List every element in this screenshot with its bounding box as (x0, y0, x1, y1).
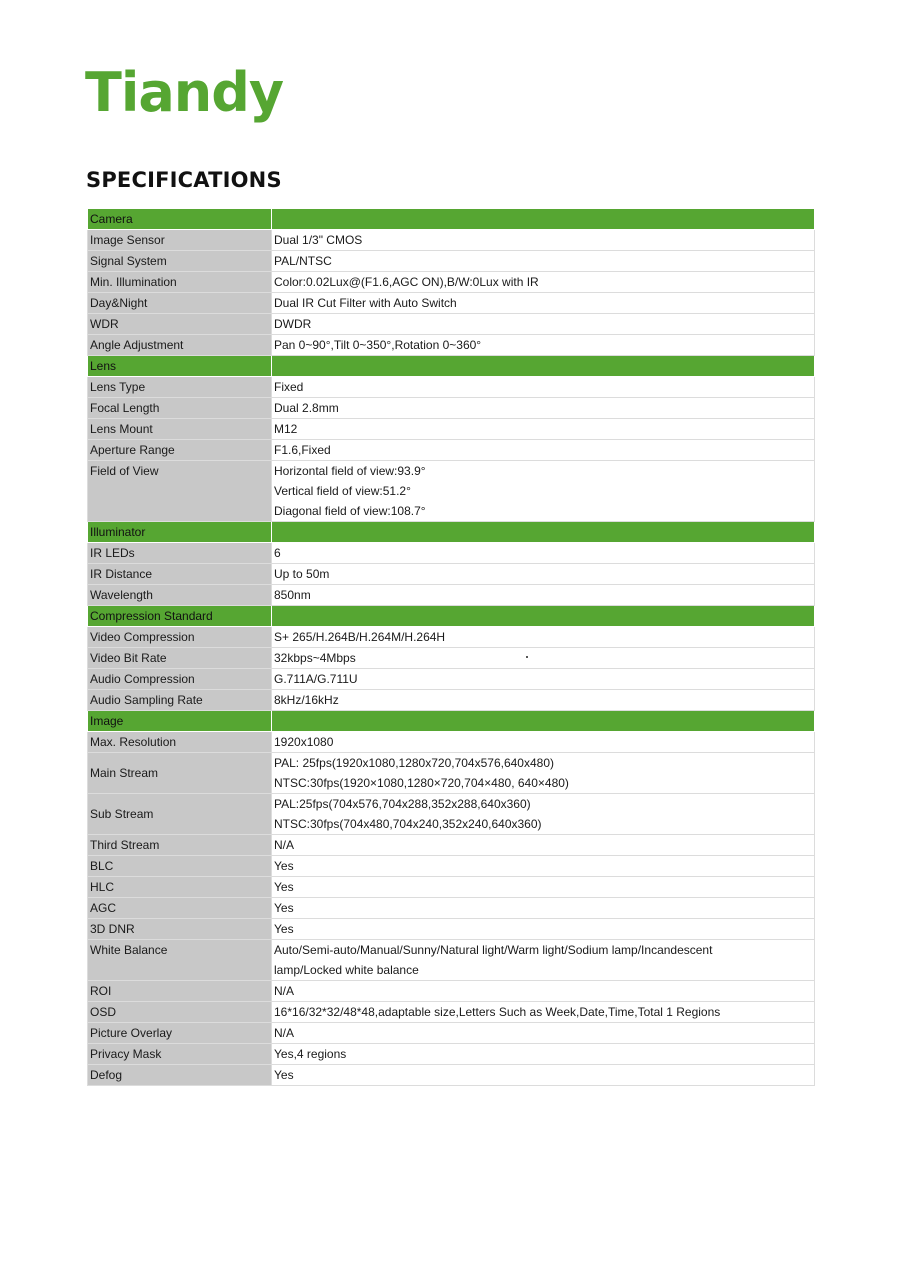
spec-value: PAL: 25fps(1920x1080,1280x720,704x576,640x480) (274, 756, 555, 770)
spec-value-cell (272, 419, 815, 440)
spec-key: Day&Night (90, 296, 148, 310)
spec-key-cell (88, 564, 272, 585)
spec-value: Fixed (274, 380, 304, 394)
spec-value: Yes (274, 901, 294, 915)
spec-row (88, 690, 815, 711)
spec-key-cell (88, 856, 272, 877)
spec-key: Privacy Mask (90, 1047, 162, 1061)
spec-value: Diagonal field of view:108.7° (274, 504, 426, 518)
spec-key-cell (88, 981, 272, 1002)
spec-row (88, 669, 815, 690)
spec-key-cell (88, 440, 272, 461)
spec-key-cell (88, 272, 272, 293)
spec-key-cell (88, 543, 272, 564)
spec-key: Angle Adjustment (90, 338, 184, 352)
spec-value: M12 (274, 422, 298, 436)
stray-dot (526, 656, 528, 658)
spec-value-cell (272, 690, 815, 711)
spec-row (88, 564, 815, 585)
spec-key: Video Bit Rate (90, 651, 167, 665)
spec-row (88, 732, 815, 753)
spec-value: NTSC:30fps(1920×1080,1280×720,704×480, 640×480) (274, 776, 569, 790)
section-fill (272, 711, 815, 732)
spec-key-cell (88, 230, 272, 251)
spec-key-cell (88, 753, 272, 794)
spec-value: 32kbps~4Mbps (274, 651, 356, 665)
spec-key-cell (88, 585, 272, 606)
spec-key: HLC (90, 880, 115, 894)
spec-value: Horizontal field of view:93.9° (274, 464, 426, 478)
spec-key: IR LEDs (90, 546, 135, 560)
spec-key: Max. Resolution (90, 735, 177, 749)
spec-value-cell (272, 877, 815, 898)
spec-value-cell (272, 272, 815, 293)
page-title: SPECIFICATIONS (86, 168, 282, 192)
spec-key: Video Compression (90, 630, 195, 644)
spec-row (88, 585, 815, 606)
spec-key: ROI (90, 984, 112, 998)
spec-key: Third Stream (90, 838, 160, 852)
spec-value-cell (272, 981, 815, 1002)
spec-key: Main Stream (90, 766, 159, 780)
spec-key-cell (88, 419, 272, 440)
spec-key: Audio Compression (90, 672, 195, 686)
spec-value: Pan 0~90°,Tilt 0~350°,Rotation 0~360° (274, 338, 482, 352)
spec-row (88, 919, 815, 940)
spec-value: G.711A/G.711U (274, 672, 358, 686)
specifications-table (87, 208, 815, 1086)
spec-key-cell (88, 794, 272, 835)
spec-key: Picture Overlay (90, 1026, 173, 1040)
spec-row (88, 440, 815, 461)
spec-value-cell (272, 440, 815, 461)
spec-key-cell (88, 669, 272, 690)
spec-value-cell (272, 753, 815, 794)
spec-value: Yes (274, 922, 294, 936)
spec-key-cell (88, 461, 272, 522)
spec-key-cell (88, 335, 272, 356)
spec-value: PAL:25fps(704x576,704x288,352x288,640x360) (274, 797, 531, 811)
spec-value: N/A (274, 984, 295, 998)
section-fill (272, 356, 815, 377)
spec-key: OSD (90, 1005, 117, 1019)
spec-row (88, 272, 815, 293)
spec-value-cell (272, 732, 815, 753)
spec-row (88, 419, 815, 440)
spec-key: Signal System (90, 254, 167, 268)
section-title: Compression Standard (88, 606, 272, 627)
spec-value: Vertical field of view:51.2° (274, 484, 411, 498)
spec-value: Yes,4 regions (274, 1047, 347, 1061)
spec-key-cell (88, 732, 272, 753)
spec-key-cell (88, 251, 272, 272)
spec-value-cell (272, 314, 815, 335)
spec-row (88, 981, 815, 1002)
spec-value: Yes (274, 880, 294, 894)
spec-key: Image Sensor (90, 233, 165, 247)
spec-value: Dual IR Cut Filter with Auto Switch (274, 296, 457, 310)
spec-key-cell (88, 293, 272, 314)
spec-key: Lens Type (90, 380, 146, 394)
spec-value: N/A (274, 1026, 295, 1040)
spec-row (88, 835, 815, 856)
spec-value-cell (272, 794, 815, 835)
spec-value-cell (272, 398, 815, 419)
spec-key: Audio Sampling Rate (90, 693, 203, 707)
spec-value-cell (272, 230, 815, 251)
spec-value: 8kHz/16kHz (274, 693, 339, 707)
section-header-row (88, 356, 815, 377)
spec-value-cell (272, 377, 815, 398)
spec-key: BLC (90, 859, 114, 873)
spec-value-cell (272, 461, 815, 522)
section-header-row (88, 522, 815, 543)
spec-key: Wavelength (90, 588, 153, 602)
section-header-row (88, 711, 815, 732)
spec-row (88, 1044, 815, 1065)
section-header-row (88, 606, 815, 627)
spec-key-cell (88, 1023, 272, 1044)
section-title: Image (88, 711, 272, 732)
spec-key: Field of View (90, 464, 159, 478)
spec-row (88, 543, 815, 564)
spec-row (88, 627, 815, 648)
spec-value: DWDR (274, 317, 312, 331)
spec-key: Defog (90, 1068, 123, 1082)
spec-key-cell (88, 398, 272, 419)
spec-value: Yes (274, 859, 294, 873)
spec-row (88, 461, 815, 522)
spec-key-cell (88, 835, 272, 856)
spec-value: Dual 2.8mm (274, 401, 339, 415)
spec-value: Up to 50m (274, 567, 330, 581)
spec-value-cell (272, 940, 815, 981)
spec-row (88, 1002, 815, 1023)
spec-row (88, 293, 815, 314)
spec-key: Min. Illumination (90, 275, 177, 289)
spec-key-cell (88, 1002, 272, 1023)
brand-logo: Tiandy (85, 61, 284, 124)
spec-key-cell (88, 877, 272, 898)
spec-value-cell (272, 627, 815, 648)
spec-value: lamp/Locked white balance (274, 963, 419, 977)
spec-row (88, 314, 815, 335)
spec-key-cell (88, 648, 272, 669)
spec-row (88, 856, 815, 877)
spec-value: F1.6,Fixed (274, 443, 331, 457)
spec-value: N/A (274, 838, 295, 852)
spec-value: 1920x1080 (274, 735, 334, 749)
spec-key-cell (88, 898, 272, 919)
spec-key: 3D DNR (90, 922, 135, 936)
spec-row (88, 1065, 815, 1086)
spec-key: Sub Stream (90, 807, 154, 821)
spec-key: White Balance (90, 943, 168, 957)
spec-key-cell (88, 627, 272, 648)
spec-row (88, 335, 815, 356)
spec-key: IR Distance (90, 567, 153, 581)
section-title: Camera (88, 209, 272, 230)
spec-value-cell (272, 564, 815, 585)
spec-value-cell (272, 919, 815, 940)
spec-row (88, 251, 815, 272)
spec-value-cell (272, 669, 815, 690)
spec-row (88, 794, 815, 835)
spec-value: Yes (274, 1068, 294, 1082)
spec-value: 16*16/32*32/48*48,adaptable size,Letters Such as Week,Date,Time,Total 1 Regions (274, 1005, 721, 1019)
spec-value-cell (272, 835, 815, 856)
spec-row (88, 1023, 815, 1044)
spec-value-cell (272, 1002, 815, 1023)
spec-key-cell (88, 377, 272, 398)
section-fill (272, 209, 815, 230)
specifications-table-body (88, 209, 815, 1086)
spec-key: WDR (90, 317, 119, 331)
spec-row (88, 753, 815, 794)
spec-row (88, 377, 815, 398)
spec-value-cell (272, 898, 815, 919)
spec-key-cell (88, 1065, 272, 1086)
spec-value-cell (272, 648, 815, 669)
spec-key-cell (88, 919, 272, 940)
spec-value: Auto/Semi-auto/Manual/Sunny/Natural light/Warm light/Sodium lamp/Incandescent (274, 943, 713, 957)
spec-value-cell (272, 335, 815, 356)
spec-value-cell (272, 543, 815, 564)
spec-value-cell (272, 856, 815, 877)
section-title: Illuminator (88, 522, 272, 543)
spec-value-cell (272, 585, 815, 606)
spec-value-cell (272, 1023, 815, 1044)
spec-value-cell (272, 251, 815, 272)
spec-row (88, 230, 815, 251)
spec-key: Aperture Range (90, 443, 175, 457)
spec-key-cell (88, 1044, 272, 1065)
section-fill (272, 522, 815, 543)
spec-value: S+ 265/H.264B/H.264M/H.264H (274, 630, 446, 644)
spec-row (88, 877, 815, 898)
spec-key: AGC (90, 901, 117, 915)
section-fill (272, 606, 815, 627)
spec-row (88, 898, 815, 919)
spec-value-cell (272, 1065, 815, 1086)
spec-key-cell (88, 690, 272, 711)
section-header-row (88, 209, 815, 230)
spec-value-cell (272, 1044, 815, 1065)
spec-key: Focal Length (90, 401, 160, 415)
spec-value: 6 (274, 546, 281, 560)
spec-value: Dual 1/3" CMOS (274, 233, 363, 247)
spec-value: Color:0.02Lux@(F1.6,AGC ON),B/W:0Lux with IR (274, 275, 539, 289)
spec-key-cell (88, 940, 272, 981)
spec-key: Lens Mount (90, 422, 153, 436)
spec-key-cell (88, 314, 272, 335)
spec-value: 850nm (274, 588, 311, 602)
spec-row (88, 398, 815, 419)
spec-value: PAL/NTSC (274, 254, 332, 268)
section-title: Lens (88, 356, 272, 377)
spec-value-cell (272, 293, 815, 314)
spec-row (88, 940, 815, 981)
spec-value: NTSC:30fps(704x480,704x240,352x240,640x360) (274, 817, 542, 831)
spec-row (88, 648, 815, 669)
